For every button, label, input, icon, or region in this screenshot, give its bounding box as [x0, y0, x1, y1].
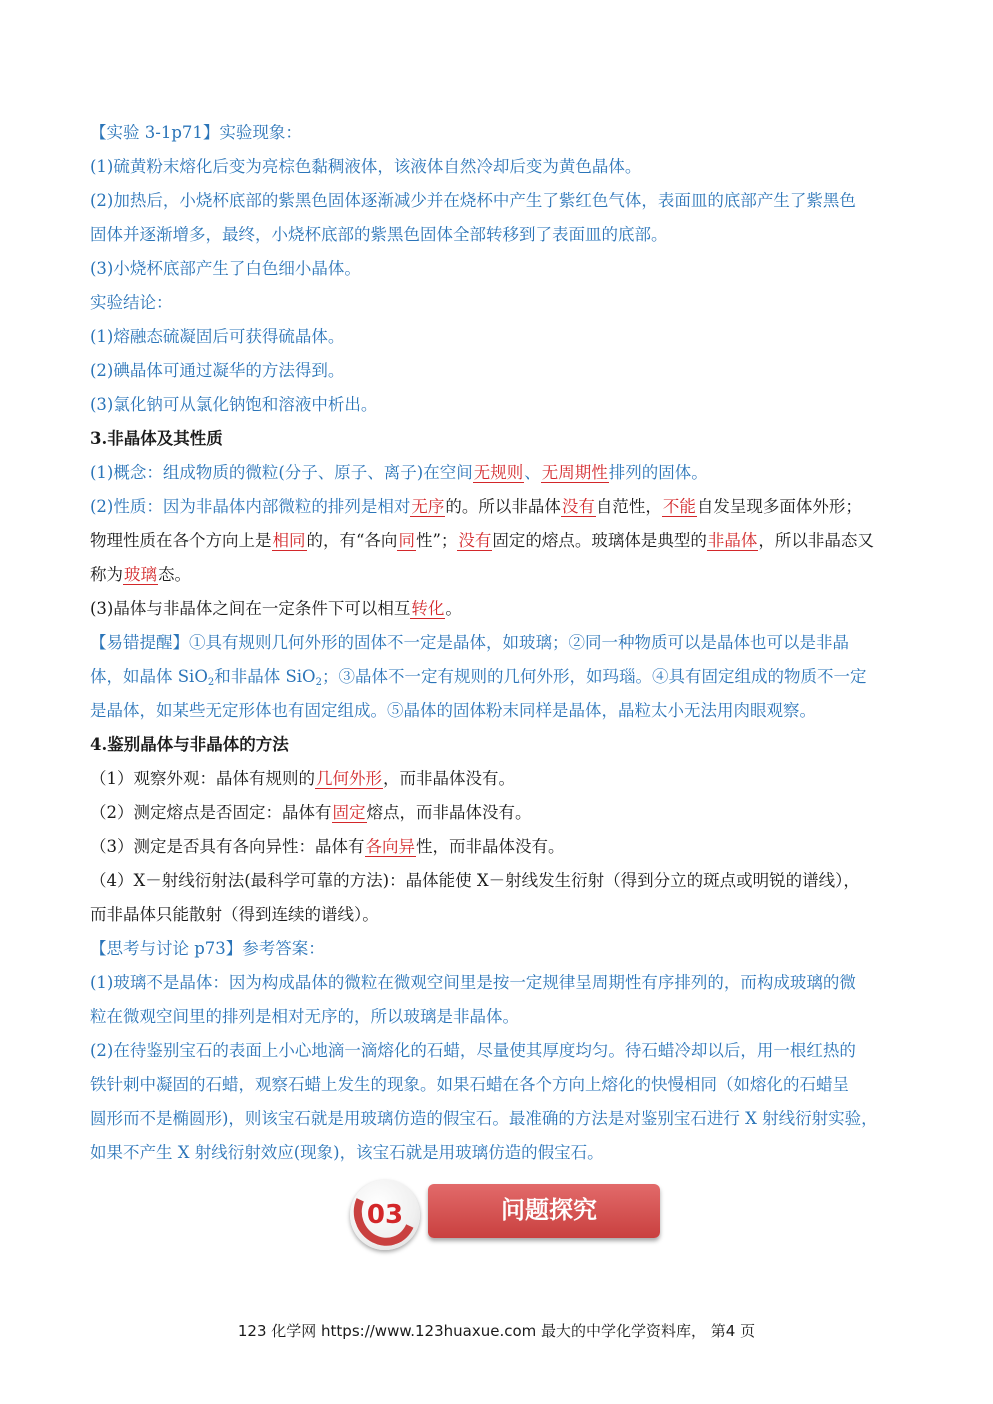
- text-span: ，而非晶体没有。: [383, 769, 515, 788]
- think-answer-2a: (2)在待鉴别宝石的表面上小心地滴一滴熔化的石蜡，尽量使其厚度均匀。待石蜡冷却以后，用一根红热的: [90, 1041, 856, 1060]
- tip-line-2: [90, 660, 910, 694]
- text-span: ；③晶体不一定有规则的几何外形，如玛瑙。④具有固定组成的物质不一定: [321, 667, 867, 686]
- think-answer-2d: 如果不产生 X 射线衍射效应(现象)，该宝石就是用玻璃仿造的假宝石。: [90, 1143, 604, 1162]
- think-title: 【思考与讨论 p73】参考答案：: [90, 939, 325, 958]
- subscript: 2: [207, 677, 215, 688]
- text-span: 物理性质在各个方向上是: [90, 531, 272, 550]
- subscript: 2: [315, 677, 322, 688]
- badge-label: 问题探究: [428, 1184, 660, 1238]
- method-2: [90, 796, 910, 830]
- text-span: 的，有“各向: [306, 531, 398, 550]
- fill-blank-answer: 无周期性: [541, 463, 608, 482]
- fill-blank-answer: 没有: [458, 531, 492, 550]
- text-span: 体，如晶体 SiO: [90, 667, 208, 686]
- conclusion-1: (1)熔融态硫凝固后可获得硫晶体。: [90, 327, 345, 346]
- text-span: 态。: [158, 565, 191, 584]
- fill-blank-answer: 玻璃: [124, 565, 157, 584]
- tip-line-1: 【易错提醒】①具有规则几何外形的固体不一定是晶体，如玻璃；②同一种物质可以是晶体也可以是非晶: [90, 633, 849, 652]
- think-answer-2c: 圆形而不是椭圆形)，则该宝石就是用玻璃仿造的假宝石。最准确的方法是对鉴别宝石进行 X 射线衍射实验，: [90, 1109, 878, 1128]
- fill-blank-answer: 几何外形: [316, 769, 382, 788]
- experiment-observation-2b: 固体并逐渐增多，最终，小烧杯底部的紫黑色固体全部转移到了表面皿的底部。: [90, 225, 668, 244]
- text-span: (2)性质：因为非晶体内部微粒的排列是相对: [90, 497, 411, 516]
- text-span: 自发呈现多面体外形；: [696, 497, 862, 516]
- text-span: 性”；: [415, 531, 458, 550]
- text-span: ，所以非晶态又: [758, 531, 874, 550]
- text-span: 性，而非晶体没有。: [416, 837, 565, 856]
- text-span: （2）测定熔点是否固定：晶体有: [90, 803, 332, 822]
- experiment-observation-3: (3)小烧杯底部产生了白色细小晶体。: [90, 259, 361, 278]
- think-answer-2b: 铁针刺中凝固的石蜡，观察石蜡上发生的现象。如果石蜡在各个方向上熔化的快慢相同（如熔化的石蜡呈: [90, 1075, 849, 1094]
- fill-blank-answer: 无序: [411, 497, 445, 516]
- fill-blank-answer: 同: [398, 531, 415, 550]
- think-answer-1b: 粒在微观空间里的排列是相对无序的，所以玻璃是非晶体。: [90, 1007, 519, 1026]
- conclusion-title: 实验结论：: [90, 293, 173, 312]
- experiment-title: 【实验 3-1p71】实验现象：: [90, 123, 302, 142]
- document-body: [90, 116, 910, 1170]
- text-span: 和非晶体 SiO: [214, 667, 316, 686]
- fill-blank-answer: 无规则: [473, 463, 524, 482]
- section-badge: [350, 1180, 662, 1250]
- fill-blank-answer: 非晶体: [707, 531, 758, 550]
- fill-blank-answer: 各向异: [365, 837, 415, 856]
- fill-blank-answer: 没有: [561, 497, 595, 516]
- text-span: 、: [524, 463, 541, 482]
- experiment-observation-2a: (2)加热后，小烧杯底部的紫黑色固体逐渐减少并在烧杯中产生了紫红色气体，表面皿的底部产生了紫黑色: [90, 191, 856, 210]
- text-span: 自范性，: [595, 497, 662, 516]
- section-3-concept: [90, 456, 910, 490]
- text-span: 称为: [90, 565, 123, 584]
- fill-blank-answer: 固定: [332, 803, 366, 822]
- conclusion-3: (3)氯化钠可从氯化钠饱和溶液中析出。: [90, 395, 378, 414]
- fill-blank-answer: 不能: [662, 497, 696, 516]
- text-span: 的。所以非晶体: [445, 497, 561, 516]
- fill-blank-answer: 转化: [411, 599, 445, 618]
- fill-blank-answer: 相同: [272, 531, 306, 550]
- method-1: [90, 762, 910, 796]
- badge-circle: [350, 1180, 420, 1250]
- section-3-property-line-2: [90, 524, 910, 558]
- section-3-heading: 3.非晶体及其性质: [90, 429, 223, 448]
- text-span: （3）测定是否具有各向异性：晶体有: [90, 837, 365, 856]
- tip-line-3: 是晶体，如某些无定形体也有固定组成。⑤晶体的固体粉末同样是晶体，晶粒太小无法用肉眼观察。: [90, 701, 816, 720]
- method-3: [90, 830, 910, 864]
- conclusion-2: (2)碘晶体可通过凝华的方法得到。: [90, 361, 345, 380]
- text-span: （1）观察外观：晶体有规则的: [90, 769, 315, 788]
- text-span: (3)晶体与非晶体之间在一定条件下可以相互: [90, 599, 411, 618]
- text-span: 排列的固体。: [608, 463, 708, 482]
- section-3-property-line-3: [90, 558, 910, 592]
- section-4-heading: 4.鉴别晶体与非晶体的方法: [90, 735, 289, 754]
- section-3-property-line-1: [90, 490, 910, 524]
- experiment-observation-1: (1)硫黄粉末熔化后变为亮棕色黏稠液体，该液体自然冷却后变为黄色晶体。: [90, 157, 642, 176]
- text-span: 熔点，而非晶体没有。: [366, 803, 532, 822]
- method-4a: （4）X－射线衍射法(最科学可靠的方法)：晶体能使 X－射线发生衍射（得到分立的斑点或明锐的谱线），: [90, 871, 860, 890]
- text-span: (1)概念：组成物质的微粒(分子、原子、离子)在空间: [90, 463, 473, 482]
- method-4b: 而非晶体只能散射（得到连续的谱线）。: [90, 905, 379, 924]
- badge-number: 03: [366, 1200, 404, 1230]
- section-3-conversion: [90, 592, 910, 626]
- think-answer-1a: (1)玻璃不是晶体：因为构成晶体的微粒在微观空间里是按一定规律呈周期性有序排列的，而构成玻璃的微: [90, 973, 856, 992]
- text-span: 。: [445, 599, 462, 618]
- page-footer: 123 化学网 https://www.123huaxue.com 最大的中学化学资料库， 第4 页: [237, 1322, 756, 1340]
- text-span: 固定的熔点。玻璃体是典型的: [492, 531, 707, 550]
